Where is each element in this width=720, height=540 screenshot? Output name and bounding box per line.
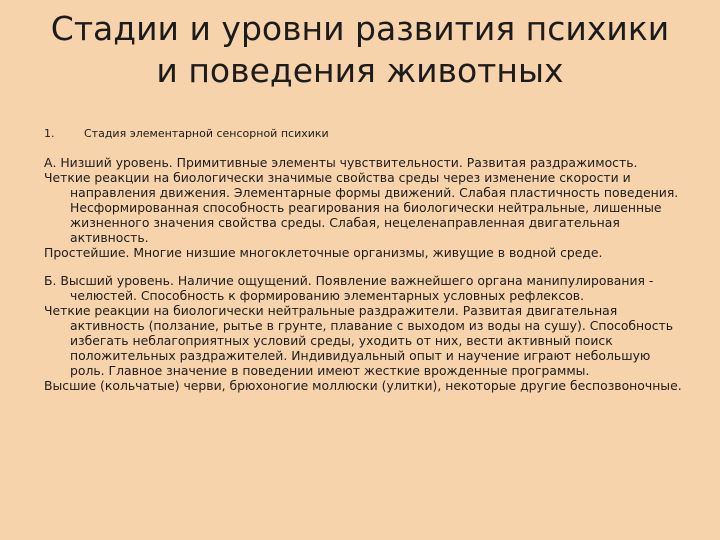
stage-heading (44, 127, 329, 141)
higher-level-heading: Б. Высший уровень. Наличие ощущений. Появление важнейшего органа манипулирования - челюстей. Способность к формированию элементарных условных рефлексов. (44, 273, 654, 303)
lower-level-description: Четкие реакции на биологически значимые свойства среды через изменение скорости и направления движения. Элементарные формы движений. Слабая пластичность поведения. Несформированная способность реагирования на биологически нейтральные, лишенные жизненного значения свойства среды. Слабая, нецеленаправленная двигательная активность. (44, 170, 679, 245)
lower-level-heading: А. Низший уровень. Примитивные элементы чувствительности. Развитая раздражимость. (44, 155, 638, 170)
slide-title (0, 8, 720, 92)
stage-number: 1. (44, 127, 55, 140)
slide-title-line-2: и поведения животных (156, 51, 564, 90)
stage-label: Стадия элементарной сенсорной психики (84, 127, 329, 140)
slide-body (44, 155, 684, 393)
slide-title-line-1: Стадии и уровни развития психики (50, 9, 670, 48)
lower-level-examples: Простейшие. Многие низшие многоклеточные организмы, живущие в водной среде. (44, 245, 603, 260)
higher-level-description: Четкие реакции на биологически нейтральные раздражители. Развитая двигательная активность (ползание, рытье в грунте, плавание с выходом из воды на сушу). Способность избегать неблагоприятных условий среды, уходить от них, вести активный поиск положительных раздражителей. Индивидуальный опыт и научение играют небольшую роль. Главное значение в поведении имеют жесткие врожденные программы. (44, 303, 674, 378)
higher-level-examples: Высшие (кольчатые) черви, брюхоногие моллюски (улитки), некоторые другие беспозвоночные. (44, 378, 682, 393)
